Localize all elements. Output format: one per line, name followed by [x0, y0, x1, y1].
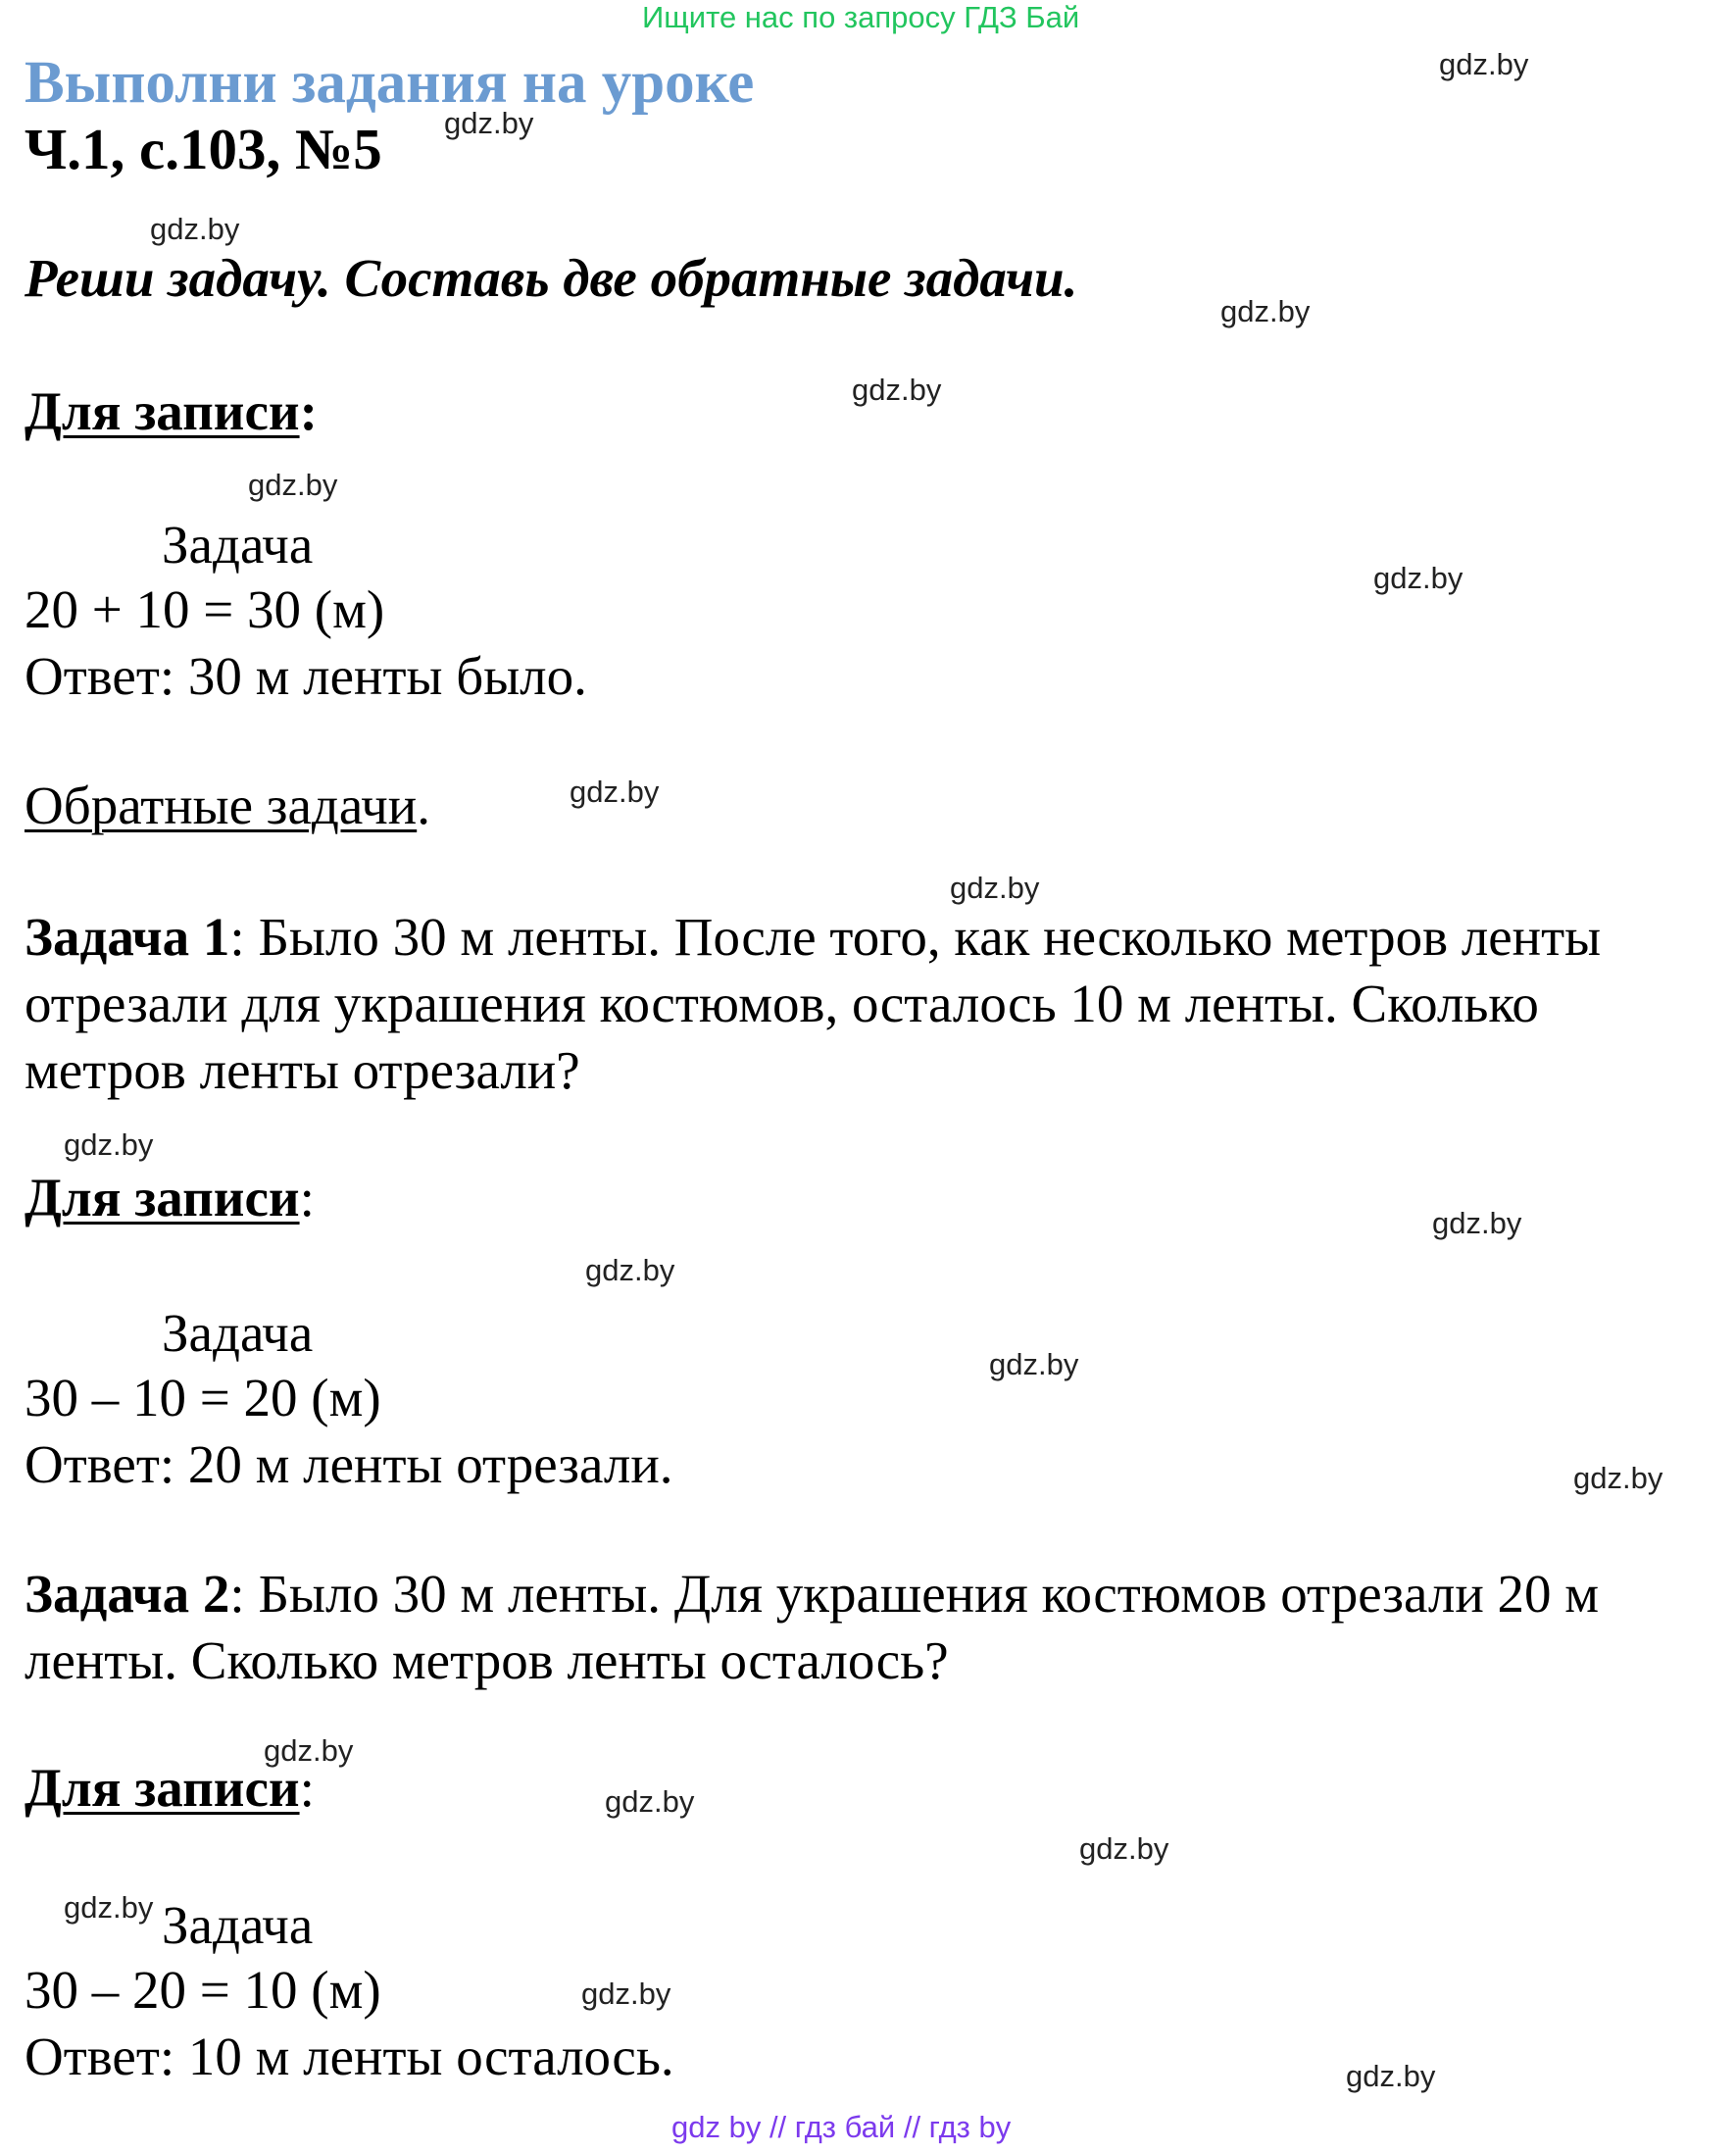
- watermark: gdz.by: [1373, 561, 1463, 595]
- record-label-problem-2: Для записи:: [25, 1758, 315, 1818]
- watermark: gdz.by: [581, 1977, 671, 2011]
- problem-2-answer: Ответ: 10 м ленты осталось.: [25, 2027, 674, 2086]
- inverse-problems-heading: Обратные задачи.: [25, 776, 430, 835]
- problem-2-equation: 30 – 20 = 10 (м): [25, 1960, 381, 2020]
- top-banner: Ищите нас по запросу ГДЗ Бай: [642, 0, 1080, 34]
- watermark: gdz.by: [248, 468, 338, 502]
- watermark: gdz.by: [1573, 1461, 1663, 1495]
- problem-1-heading: Задача: [162, 1303, 314, 1363]
- footer-links: gdz by // гдз бай // гдз by: [671, 2110, 1012, 2144]
- problem-2: [25, 1561, 1711, 1694]
- watermark: gdz.by: [444, 106, 534, 140]
- watermark: gdz.by: [150, 212, 240, 246]
- watermark: gdz.by: [570, 775, 660, 809]
- watermark: gdz.by: [1439, 47, 1529, 81]
- problem-1-equation: 30 – 10 = 20 (м): [25, 1368, 381, 1427]
- problem-1-label: Задача 1: [25, 907, 230, 967]
- watermark: gdz.by: [989, 1347, 1079, 1381]
- section-title: Выполни задания на уроке: [25, 50, 755, 116]
- main-answer: Ответ: 30 м ленты было.: [25, 646, 587, 706]
- watermark: gdz.by: [852, 373, 942, 407]
- watermark: gdz.by: [950, 871, 1040, 905]
- watermark: gdz.by: [605, 1784, 695, 1819]
- record-label-problem-1: Для записи:: [25, 1168, 315, 1227]
- main-heading: Задача: [162, 515, 314, 575]
- problem-2-heading: Задача: [162, 1895, 314, 1955]
- main-equation: 20 + 10 = 30 (м): [25, 579, 385, 639]
- watermark: gdz.by: [64, 1127, 154, 1162]
- watermark: gdz.by: [1432, 1206, 1522, 1240]
- record-label-main: Для записи:: [25, 381, 318, 441]
- watermark: gdz.by: [1079, 1831, 1169, 1866]
- watermark: gdz.by: [264, 1733, 354, 1768]
- problem-1: [25, 904, 1711, 1104]
- instruction: Реши задачу. Составь две обратные задачи.: [25, 248, 1078, 308]
- watermark: gdz.by: [1220, 294, 1311, 328]
- problem-1-text: : Было 30 м ленты. После того, как несколько метров ленты отрезали для украшения костюмов, осталось 10 м ленты. Сколько метров ленты отрезали?: [25, 907, 1602, 1100]
- problem-2-text: : Было 30 м ленты. Для украшения костюмов отрезали 20 м ленты. Сколько метров ленты осталось?: [25, 1564, 1600, 1690]
- task-reference: Ч.1, с.103, №5: [25, 117, 382, 181]
- watermark: gdz.by: [585, 1253, 675, 1287]
- problem-2-label: Задача 2: [25, 1564, 230, 1624]
- watermark: gdz.by: [64, 1890, 154, 1925]
- watermark: gdz.by: [1346, 2059, 1436, 2093]
- problem-1-answer: Ответ: 20 м ленты отрезали.: [25, 1434, 673, 1494]
